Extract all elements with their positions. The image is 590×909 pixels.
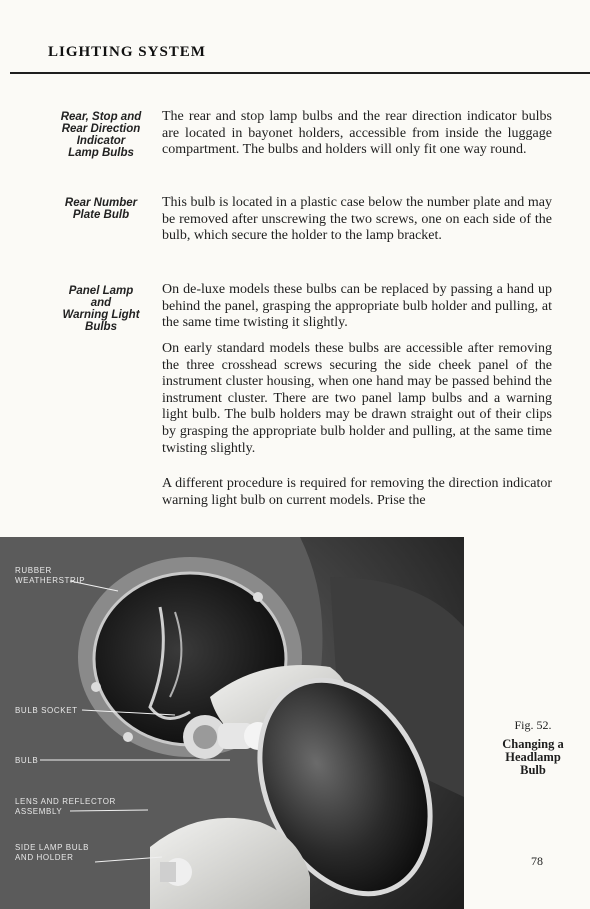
caption-line: Headlamp — [505, 750, 561, 764]
label-line: AND HOLDER — [15, 852, 74, 862]
header-rule — [10, 72, 590, 74]
figure-caption-title — [478, 738, 588, 777]
heading-line: Rear, Stop and — [60, 111, 142, 123]
figure-label-bulb-socket — [15, 706, 78, 716]
caption-line: Changing a — [502, 737, 564, 751]
heading-line: Rear Direction — [61, 123, 141, 135]
heading-line: Bulbs — [85, 321, 117, 333]
side-heading-rear-number-plate — [50, 197, 152, 221]
paragraph-early-standard: On early standard models these bulbs are accessible after removing the three crosshead screws securing the side cheek panel of the instrument cluster housing, when one hand may be passed behind the instrument cluster. There are two panel lamp bulbs and a warning light bulb. The bulb holders may be drawn straight out of their clips by grasping the appropriate bulb holder and pulling, at the same time twisting slightly. — [162, 341, 552, 456]
paragraph-different-procedure: A different procedure is required for removing the direction indicator warning light bulb on current models. Prise the — [162, 476, 552, 508]
label-line: BULB SOCKET — [15, 706, 78, 715]
page-header-title: LIGHTING SYSTEM — [48, 44, 206, 60]
heading-line: and — [90, 297, 112, 309]
side-heading-panel-lamp — [50, 285, 152, 333]
page-number: 78 — [531, 854, 543, 868]
heading-line: Rear Number — [64, 197, 138, 209]
label-line: WEATHERSTRIP — [15, 575, 86, 585]
paragraph-rear-stop: The rear and stop lamp bulbs and the rear direction indicator bulbs are located in bayonet holders, accessible from inside the luggage compartment. The bulbs and holders will only fit one way round. — [162, 109, 552, 158]
figure-label-rubber-weatherstrip — [15, 566, 85, 585]
label-line: SIDE LAMP BULB — [15, 843, 90, 852]
label-line: RUBBER — [15, 566, 52, 575]
paragraph-deluxe: On de-luxe models these bulbs can be replaced by passing a hand up behind the panel, grasping the appropriate bulb holder and pulling, at the same time twisting it slightly. — [162, 282, 552, 331]
label-line: BULB — [15, 756, 39, 765]
figure-label-lens-reflector — [15, 797, 116, 816]
figure-number: Fig. 52. — [514, 718, 552, 732]
side-heading-rear-stop — [50, 111, 152, 159]
label-line: ASSEMBLY — [15, 806, 63, 816]
figure-label-bulb — [15, 756, 38, 766]
heading-line: Plate Bulb — [72, 209, 130, 221]
heading-line: Indicator — [76, 135, 126, 147]
label-line: LENS AND REFLECTOR — [15, 797, 116, 806]
heading-line: Lamp Bulbs — [68, 147, 134, 159]
paragraph-rear-number-plate: This bulb is located in a plastic case below the number plate and may be removed after unscrewing the two screws, one on each side of the bulb, which secure the holder to the lamp bracket. — [162, 195, 552, 244]
figure-label-side-lamp — [15, 843, 89, 862]
caption-line: Bulb — [520, 763, 546, 777]
heading-line: Warning Light — [62, 309, 140, 321]
heading-line: Panel Lamp — [68, 285, 134, 297]
